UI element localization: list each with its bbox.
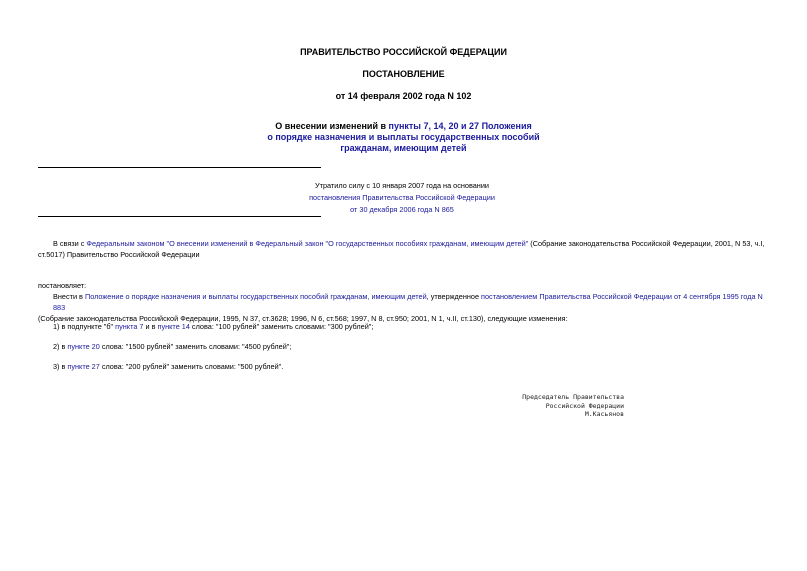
status-link-line-3[interactable]: от 30 декабря 2006 года N 865 <box>350 205 454 214</box>
document-type: ПОСТАНОВЛЕНИЕ <box>362 69 445 79</box>
subject-link-points[interactable]: пункты 7, 14, 20 и 27 Положения <box>388 121 532 131</box>
preamble-line-1 <box>38 238 770 249</box>
preamble-text-2: (Собрание законодательства Российской Федерации, 2001, N 53, ч.I, <box>528 239 765 248</box>
amendment-item-3: 3) в пункте 27 слова: "200 рублей" заменить словами: "500 рублей". <box>53 362 284 371</box>
document-date: от 14 февраля 2002 года N 102 <box>335 91 472 101</box>
top-divider <box>38 167 321 168</box>
signature-position: Председатель Правительства <box>522 393 624 401</box>
subject-prefix: О внесении изменений в <box>275 121 389 131</box>
status-link-line-2[interactable]: постановления Правительства Российской Федерации <box>309 193 495 202</box>
resolution-link[interactable]: постановлением Правительства Российской Федерации от 4 сентября 1995 года N 883 <box>53 292 763 312</box>
amendment-text-2: , утвержденное <box>426 292 482 301</box>
subject-line-1 <box>0 121 807 132</box>
amendment-text-1: Внести в <box>53 292 85 301</box>
decides-label: постановляет: <box>38 281 87 290</box>
status-note <box>200 180 604 216</box>
bottom-divider <box>38 216 321 217</box>
subject-line-3[interactable]: гражданам, имеющим детей <box>340 143 467 153</box>
subject-line-2[interactable]: о порядке назначения и выплаты государственных пособий <box>267 132 540 142</box>
amendment-line-2: (Собрание законодательства Российской Федерации, 1995, N 37, ст.3628; 1996, N 6, ст.568; 1997, N 8, ст.950; 2001, N 1, ч.II, ст.130), следующие изменения: <box>38 314 568 323</box>
signature-name: М.Касьянов <box>584 410 624 418</box>
amendment-paragraph <box>38 291 770 324</box>
federal-law-link[interactable]: Федеральным законом "О внесении изменений в Федеральный закон "О государственных пособиях гражданам, имеющим детей" <box>86 239 529 248</box>
preamble-paragraph <box>38 238 770 260</box>
point-20-link[interactable]: пункте 20 <box>67 342 100 351</box>
amendment-item-2: 2) в пункте 20 слова: "1500 рублей" заменить словами: "4500 рублей"; <box>53 342 292 351</box>
point-7-link[interactable]: пункта 7 <box>115 322 144 331</box>
point-27-link[interactable]: пункте 27 <box>67 362 100 371</box>
document-subject <box>0 121 807 154</box>
regulation-link[interactable]: Положение о порядке назначения и выплаты государственных пособий гражданам, имеющим детей <box>84 292 427 301</box>
preamble-text-1: В связи с <box>53 239 87 248</box>
signature-country: Российской Федерации <box>545 401 624 410</box>
amendment-line-1 <box>38 291 770 313</box>
amendment-item-1: 1) в подпункте "б" пункта 7 и в пункте 14 слова: "100 рублей" заменить словами: "300 рублей"; <box>53 322 374 331</box>
government-heading: ПРАВИТЕЛЬСТВО РОССИЙСКОЙ ФЕДЕРАЦИИ <box>300 47 507 57</box>
signature-block <box>480 393 624 419</box>
preamble-line-2: ст.5017) Правительство Российской Федерации <box>38 250 200 259</box>
status-line-1: Утратило силу с 10 января 2007 года на основании <box>315 181 489 190</box>
point-14-link[interactable]: пункте 14 <box>157 322 190 331</box>
